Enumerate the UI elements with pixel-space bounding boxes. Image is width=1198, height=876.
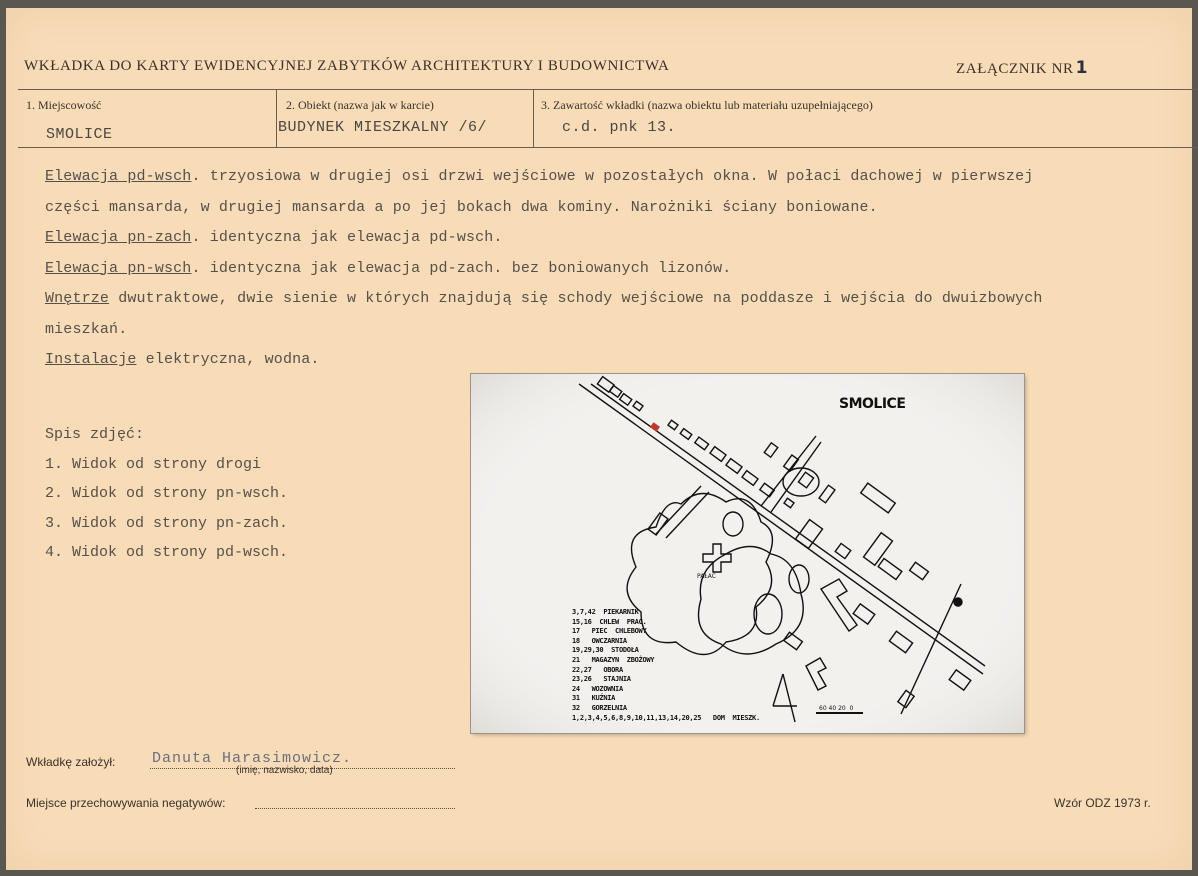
description-line: [45, 345, 1155, 376]
description-line: [45, 162, 1155, 193]
description-text-span: . identyczna jak elewacja pd-wsch.: [191, 229, 503, 246]
photo-list-item: 1. Widok od strony drogi: [45, 455, 262, 473]
field-locality-label: 1. Miejscowość: [26, 98, 102, 112]
field-locality-value: SMOLICE: [46, 126, 113, 143]
description-line: [45, 193, 1155, 224]
legend-entry: 31 KUŹNIA: [572, 694, 616, 703]
field-object-value: BUDYNEK MIESZKALNY /6/: [278, 119, 488, 136]
field-contents-label: 3. Zawartość wkładki (nazwa obiektu lub materiału uzupełniającego): [541, 98, 873, 112]
founder-sub-label: (imię, nazwisko, data): [236, 765, 333, 776]
photo-list-item: 3. Widok od strony pn-zach.: [45, 514, 289, 532]
photo-list-heading: Spis zdjęć:: [45, 426, 145, 443]
palace-label: PAŁAC: [697, 573, 716, 580]
description-text-span: elektryczna, wodna.: [136, 351, 320, 368]
card-title: WKŁADKA DO KARTY EWIDENCYJNEJ ZABYTKÓW ARCHITEKTURY I BUDOWNICTWA: [24, 58, 670, 74]
description-text-span: . trzyosiowa w drugiej osi drzwi wejściowe w pozostałych okna. W połaci dachowej w pierwszej: [191, 168, 1034, 185]
legend-entry: 18 OWCZARNIA: [572, 636, 627, 645]
legend-entry: 17 PIEC CHLEBOWY: [572, 627, 647, 636]
legend-entry: 22,27 OBORA: [572, 665, 623, 674]
description-text: [45, 162, 1155, 376]
form-version-label: Wzór ODZ 1973 r.: [1054, 796, 1151, 810]
description-text-span: mieszkań.: [45, 320, 128, 338]
negatives-label: Miejsce przechowywania negatywów:: [26, 796, 226, 810]
attachment-number: [956, 58, 1088, 78]
field-separator-2: [533, 89, 534, 147]
heading-elevation-ne: Elewacja pn-wsch: [45, 259, 192, 277]
legend-entry: 23,26 STAJNIA: [572, 675, 631, 684]
map-title: SMOLICE: [839, 396, 906, 412]
founder-signature: Danuta Harasimowicz.: [152, 750, 353, 767]
photo-list-item: 4. Widok od strony pd-wsch.: [45, 544, 289, 561]
field-contents-value: c.d. pnk 13.: [562, 119, 677, 136]
description-text-span: części mansarda, w drugiej mansarda a po jej bokach dwa kominy. Narożniki ściany boniowane.: [45, 198, 878, 216]
founder-label: Wkładkę założył:: [26, 755, 116, 769]
description-line: [45, 284, 1155, 315]
header-divider: [18, 89, 1198, 90]
legend-entry: 3,7,42 PIEKARNIK: [572, 608, 639, 616]
legend-entry: 32 GORZELNIA: [572, 703, 627, 712]
legend-entry: 24 WOZOWNIA: [572, 684, 623, 693]
scale-label: 60 40 20 0: [819, 705, 854, 712]
description-line: [45, 223, 1155, 254]
heading-elevation-se: Elewacja pd-wsch: [45, 168, 192, 185]
heading-interior: Wnętrze: [45, 290, 110, 307]
description-line: [45, 254, 1155, 285]
heading-elevation-nw: Elewacja pn-zach: [45, 229, 192, 246]
photo-list-item: 2. Widok od strony pn-wsch.: [45, 485, 289, 502]
description-line: [45, 315, 1155, 346]
map-legend: [572, 608, 760, 723]
legend-entry: 15,16 CHLEW PRAC.: [572, 617, 647, 626]
description-text-span: . identyczna jak elewacja pd-zach. bez boniowanych lizonów.: [191, 259, 732, 277]
description-text-span: dwutraktowe, dwie sienie w których znajdują się schody wejściowe na poddasze i wejścia do dwuizbowych: [109, 290, 1043, 307]
negatives-dotted-line: [255, 808, 455, 809]
photo-list: [45, 420, 288, 568]
heading-installations: Instalacje: [45, 351, 137, 368]
attachment-number-value: 1: [1075, 58, 1089, 78]
field-separator-1: [276, 89, 277, 147]
attachment-label: ZAŁĄCZNIK NR: [956, 61, 1074, 77]
legend-entry: 19,29,30 STODOŁA: [572, 646, 639, 655]
site-plan-photo: [471, 374, 1024, 733]
legend-entry: 1,2,3,4,5,6,8,9,10,11,13,14,20,25 DOM MIESZK.: [572, 713, 760, 722]
fields-divider: [18, 147, 1198, 148]
legend-entry: 21 MAGAZYN ZBOŻOWY: [572, 655, 655, 664]
field-object-label: 2. Obiekt (nazwa jak w karcie): [286, 98, 434, 112]
